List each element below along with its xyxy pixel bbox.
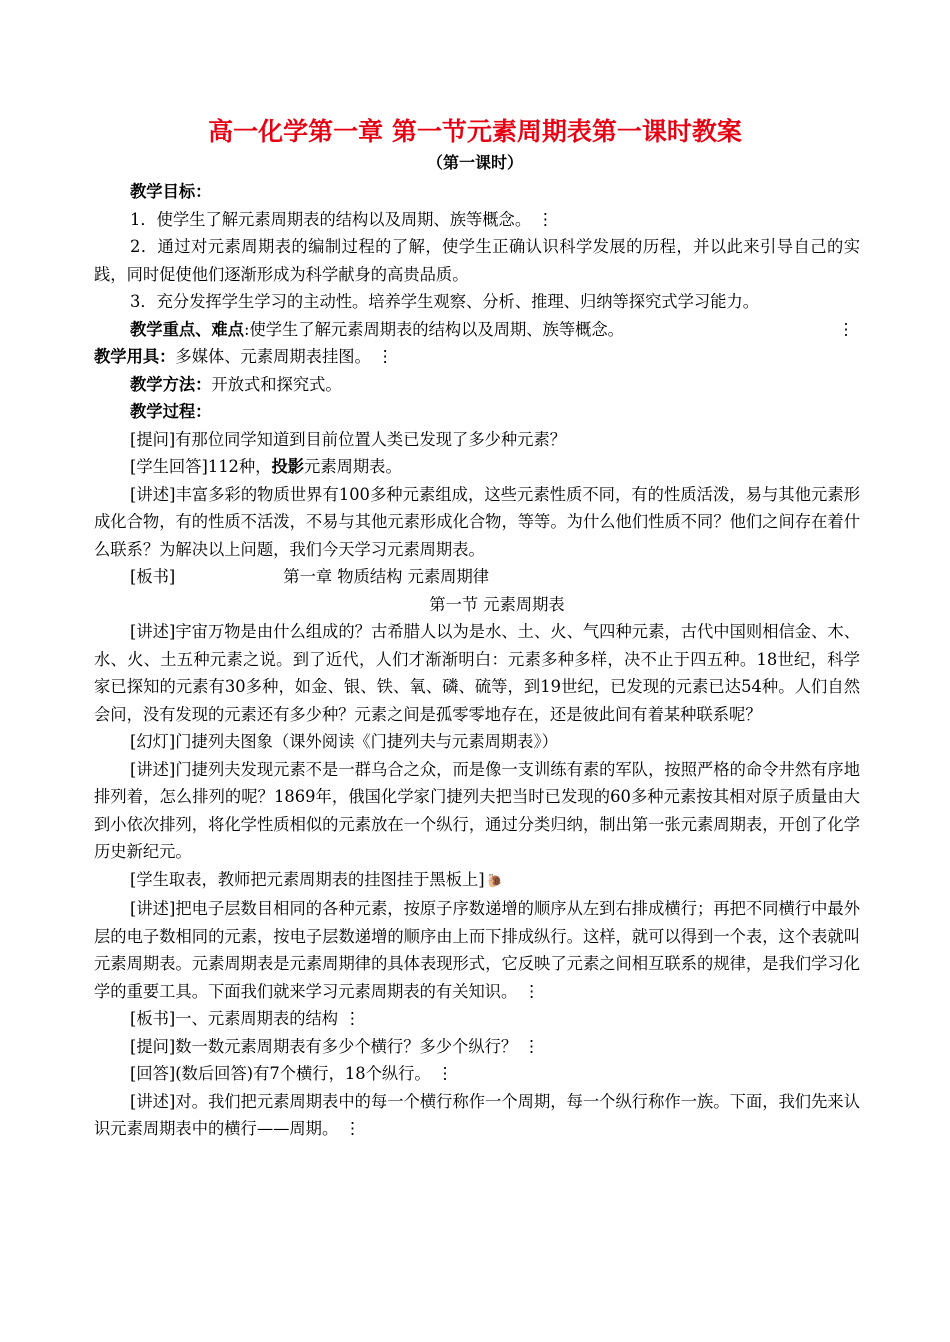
key-points: 教学重点、难点:使学生了解元素周期表的结构以及周期、族等概念。 ⋮ bbox=[94, 316, 860, 344]
snail-icon: 🐌 bbox=[486, 873, 503, 889]
teaching-tools: 教学用具：多媒体、元素周期表挂图。 ⋮ bbox=[94, 347, 394, 366]
answer-1: [学生回答]112种，投影元素周期表。 bbox=[130, 457, 402, 476]
lecture-5: [讲述]对。我们把元素周期表中的每一个横行称作一个周期，每一个纵行称作一族。下面，我们先来认识元素周期表中的横行——周期。 ⋮ bbox=[94, 1091, 860, 1138]
answer-2: [回答](数后回答)有7个横行，18个纵行。 ⋮ bbox=[130, 1064, 453, 1083]
objective-2: 2．通过对元素周期表的编制过程的了解，使学生正确认识科学发展的历程，并以此来引导自己的实践，同时促使他们逐渐形成为科学献身的高贵品质。 bbox=[94, 237, 860, 284]
lecture-1: [讲述]丰富多彩的物质世界有100多种元素组成，这些元素性质不同，有的性质活泼，易与其他元素形成化合物，有的性质不活泼，不易与其他元素形成化合物，等等。为什么他们性质不同？他们之间存在着什么联系？为解决以上问题，我们今天学习元素周期表。 bbox=[94, 484, 860, 559]
ellipsis-mark-icon: ⋮ bbox=[837, 319, 854, 339]
question-1: [提问]有那位同学知道到目前位置人类已发现了多少种元素？ bbox=[130, 429, 567, 449]
objective-1: 1．使学生了解元素周期表的结构以及周期、族等概念。 ⋮ bbox=[130, 209, 554, 229]
ellipsis-mark-icon: ⋮ bbox=[376, 347, 394, 366]
ellipsis-mark-icon: ⋮ bbox=[537, 209, 554, 229]
document-title: 高一化学第一章 第一节元素周期表第一课时教案 bbox=[208, 117, 742, 146]
board-1 bbox=[94, 563, 860, 591]
method-label: 教学方法： bbox=[130, 374, 212, 394]
lecture-2: [讲述]宇宙万物是由什么组成的？古希腊人以为是水、土、火、气四种元素，古代中国则相信金、木、水、火、土五种元素之说。到了近代，人们才渐渐明白：元素多种多样，决不止于四五种。18世纪，科学家已探知的元素有30多种，如金、银、铁、氧、磷、硫等，到19世纪，已发现的元素已达54种。人们自然会问，没有发现的元素还有多少种？元素之间是孤零零地存在，还是彼此间有着某种联系呢？ bbox=[94, 622, 860, 724]
board-2: [板书]一、元素周期表的结构 ⋮ bbox=[130, 1009, 361, 1028]
document-subtitle: （第一课时） bbox=[426, 153, 523, 172]
lecture-3: [讲述]门捷列夫发现元素不是一群乌合之众，而是像一支训练有素的军队，按照严格的命令井然有序地排列着，怎么排列的呢？1869年，俄国化学家门捷列夫把当时已发现的60多种元素按其相对原子质量由大到小依次排列，将化学性质相似的元素放在一个纵行，通过分类归纳，制出第一张元素周期表，开创了化学历史新纪元。 bbox=[94, 759, 860, 861]
ellipsis-mark-icon: ⋮ bbox=[344, 1009, 361, 1028]
board-1-label: [板书] bbox=[130, 567, 176, 586]
student-action: [学生取表，教师把元素周期表的挂图挂于黑板上] 🐌 bbox=[130, 869, 503, 889]
objective-3: 3．充分发挥学生学习的主动性。培养学生观察、分析、推理、归纳等探究式学习能力。 bbox=[130, 292, 760, 311]
projection-label: 投影 bbox=[271, 457, 305, 476]
process-heading: 教学过程： bbox=[130, 402, 212, 421]
slide-note: [幻灯]门捷列夫图象（课外阅读《门捷列夫与元素周期表》） bbox=[130, 732, 558, 751]
tools-label: 教学用具： bbox=[94, 347, 176, 366]
teaching-method: 教学方法：开放式和探究式。 bbox=[130, 374, 342, 394]
ellipsis-mark-icon: ⋮ bbox=[523, 1036, 540, 1056]
ellipsis-mark-icon: ⋮ bbox=[436, 1064, 453, 1083]
board-1-subheading: 第一节 元素周期表 bbox=[429, 594, 565, 614]
key-points-label: 教学重点、难点 bbox=[130, 319, 244, 339]
question-2: [提问]数一数元素周期表有多少个横行？多少个纵行？ ⋮ bbox=[130, 1036, 540, 1056]
ellipsis-mark-icon: ⋮ bbox=[523, 981, 540, 1001]
objectives-heading: 教学目标： bbox=[130, 182, 212, 201]
ellipsis-mark-icon: ⋮ bbox=[344, 1119, 361, 1138]
board-1-text: 第一章 物质结构 元素周期律 bbox=[283, 567, 490, 586]
lecture-4: [讲述]把电子层数目相同的各种元素，按原子序数递增的顺序从左到右排成横行；再把不同横行中最外层的电子数相同的元素，按电子层数递增的顺序由上而下排成纵行。这样，就可以得到一个表，这个表就叫元素周期表。元素周期表是元素周期律的具体表现形式，它反映了元素之间相互联系的规律，是我们学习化学的重要工具。下面我们就来学习元素周期表的有关知识。 ⋮ bbox=[94, 899, 860, 1001]
document-body bbox=[94, 178, 860, 1143]
